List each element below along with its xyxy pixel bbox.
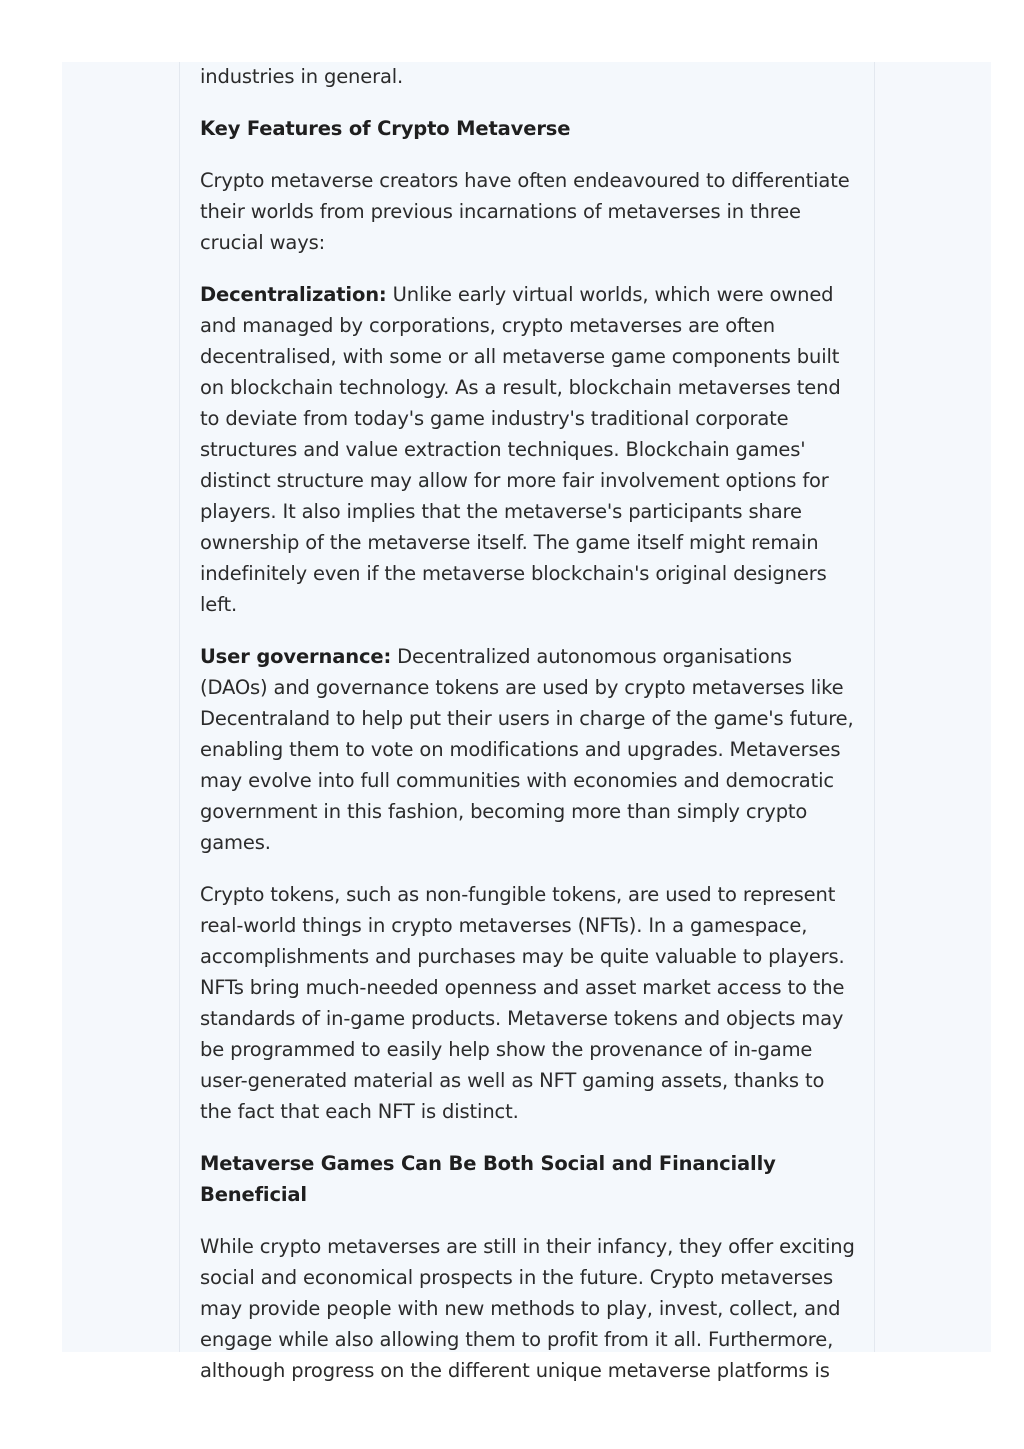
decentralization-label: Decentralization: <box>200 283 387 306</box>
decentralization-text: Unlike early virtual worlds, which were owned and managed by corporations, crypto metaverses are often decentralised, with some or all metaverse game components built on blockchain technology. As a result, blockchain metaverses tend to deviate from today's game industry's traditional corporate structures and value extraction techniques. Blockchain games' distinct structure may allow for more fair involvement options for players. It also implies that the metaverse's participants share ownership of the metaverse itself. The game itself might remain indefinitely even if the metaverse blockchain's original designers left. <box>200 283 841 616</box>
user-governance-label: User governance: <box>200 645 392 668</box>
user-governance-paragraph <box>200 641 860 858</box>
article-body <box>200 61 860 1407</box>
article-card <box>179 62 875 1382</box>
heading-key-features: Key Features of Crypto Metaverse <box>200 117 571 140</box>
intro-tail-paragraph: industries in general. <box>200 65 404 88</box>
user-governance-text: Decentralized autonomous organisations (DAOs) and governance tokens are used by crypto metaverses like Decentraland to help put their users in charge of the game's future, enabling them to vote on modifications and upgrades. Metaverses may evolve into full communities with economies and democratic government in this fashion, becoming more than simply crypto games. <box>200 645 854 854</box>
heading-social-financial: Metaverse Games Can Be Both Social and Financially Beneficial <box>200 1152 776 1206</box>
infancy-paragraph: While crypto metaverses are still in their infancy, they offer exciting social and economical prospects in the future. Crypto metaverses may provide people with new methods to play, invest, collect, and engage while also allowing them to profit from it all. Furthermore, although progress on the different unique metaverse platforms is <box>200 1235 855 1382</box>
decentralization-paragraph <box>200 279 860 620</box>
tokens-paragraph: Crypto tokens, such as non-fungible tokens, are used to represent real-world things in crypto metaverses (NFTs). In a gamespace, accomplishments and purchases may be quite valuable to players. NFTs bring much-needed openness and asset market access to the standards of in-game products. Metaverse tokens and objects may be programmed to easily help show the provenance of in-game user-generated material as well as NFT gaming assets, thanks to the fact that each NFT is distinct. <box>200 883 845 1123</box>
creators-paragraph: Crypto metaverse creators have often endeavoured to differentiate their worlds from previous incarnations of metaverses in three crucial ways: <box>200 169 850 254</box>
